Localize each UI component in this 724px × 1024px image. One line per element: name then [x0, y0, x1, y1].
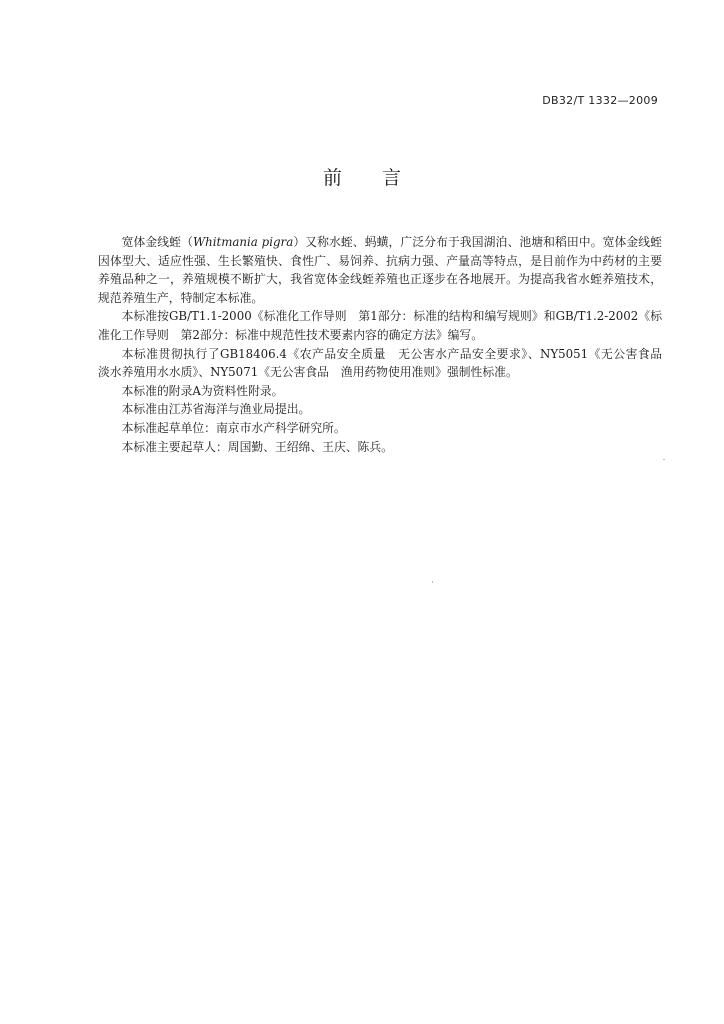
latin-species-name: Whitmania pigra	[192, 235, 294, 249]
paragraph-drafting-unit: 本标准起草单位：南京市水产科学研究所。	[121, 420, 346, 435]
paragraph-proposer: 本标准由江苏省海洋与渔业局提出。	[121, 402, 311, 417]
paragraph-mandatory-standards: 本标准贯彻执行了GB18406.4《农产品安全质量 无公害水产品安全要求》、NY5051《无公害食品 淡水养殖用水水质》、NY5071《无公害食品 渔用药物使用准则》强制性标准。	[98, 346, 674, 380]
paragraph-appendix: 本标准的附录A为资料性附录。	[121, 383, 284, 398]
page-title: 前言	[322, 167, 441, 189]
paragraph-drafters: 本标准主要起草人：周国勤、王绍绵、王庆、陈兵。	[121, 439, 393, 454]
scan-speck	[663, 459, 665, 460]
standard-code: DB32/T 1332—2009	[542, 94, 658, 107]
paragraph-drafting-basis: 本标准按GB/T1.1-2000《标准化工作导则 第1部分：标准的结构和编写规则》和GB/T1.2-2002《标准化工作导则 第2部分：标准中规范性技术要素内容的确定方法》编写。	[98, 309, 662, 342]
paragraph-intro	[98, 233, 662, 307]
paragraph-intro-text-after: ）又称水蛭、蚂蟥，广泛分布于我国湖泊、池塘和稻田中。宽体金线蛭因体型大、适应性强、生长繁殖快、食性广、易饲养、抗病力强、产量高等特点，是目前作为中药材的主要养殖品种之一，养殖规模不断扩大，我省宽体金线蛭养殖也正逐步在各地展开。为提高我省水蛭养殖技术，规范养殖生产，特制定本标准。	[98, 235, 662, 305]
scan-speck	[432, 581, 433, 583]
paragraph-intro-text-before: 宽体金线蛭（	[121, 235, 193, 249]
preface-body	[98, 233, 674, 456]
